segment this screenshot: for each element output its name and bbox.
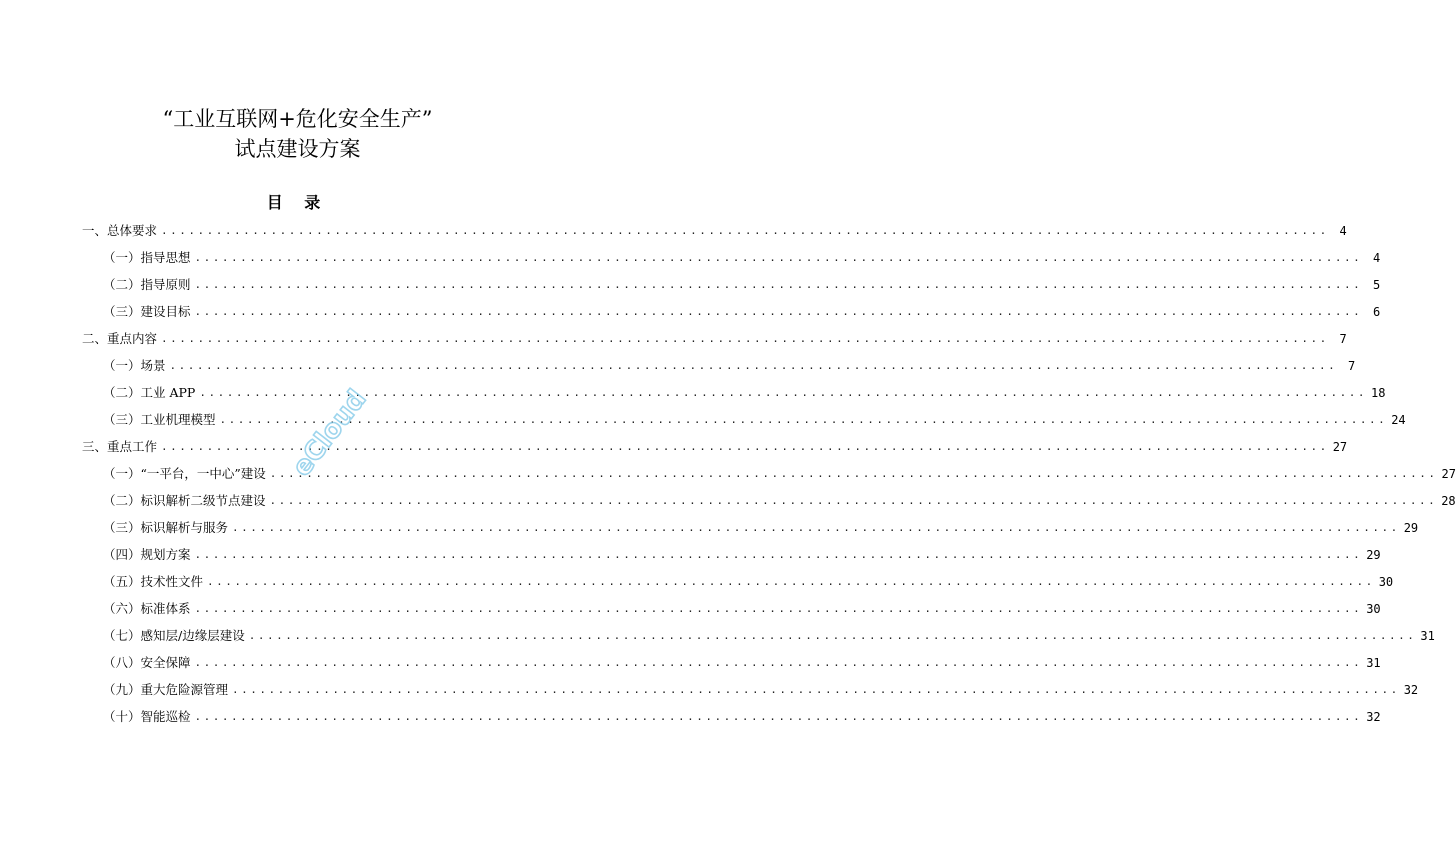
- document-title-line2: 试点建设方案: [234, 137, 361, 161]
- toc-entry[interactable]: [103, 600, 1381, 618]
- toc-entry[interactable]: [82, 222, 1347, 240]
- toc-entry[interactable]: [103, 303, 1381, 321]
- toc-entry[interactable]: [103, 519, 1419, 537]
- toc-leader-dots: ................................................................................................................................: [199, 386, 1368, 399]
- toc-entry[interactable]: [103, 681, 1419, 699]
- toc-entry[interactable]: [103, 546, 1381, 564]
- toc-entry-page: 31: [1420, 629, 1435, 643]
- toc-entry-label: 二、重点内容: [82, 331, 158, 346]
- toc-entry-page: 30: [1366, 602, 1381, 616]
- toc-entry-page: 18: [1371, 386, 1386, 400]
- toc-entry-page: 7: [1339, 332, 1347, 346]
- toc-entry-label: （三）工业机理模型: [103, 412, 216, 427]
- toc-leader-dots: ................................................................................................................................: [194, 548, 1363, 561]
- toc-entry-page: 6: [1372, 305, 1381, 319]
- toc-leader-dots: ................................................................................................................................: [161, 332, 1329, 345]
- toc-entry-page: 32: [1403, 683, 1419, 697]
- toc-entry-page: 28: [1441, 494, 1456, 508]
- toc-entry[interactable]: [103, 384, 1386, 402]
- toc-leader-dots: ................................................................................................................................: [248, 629, 1417, 642]
- toc-entry-page: 4: [1339, 224, 1347, 238]
- toc-leader-dots: ................................................................................................................................: [161, 224, 1329, 237]
- toc-entry-label: （二）指导原则: [103, 277, 191, 292]
- toc-leader-dots: ................................................................................................................................: [269, 467, 1438, 480]
- toc-entry-page: 29: [1403, 521, 1419, 535]
- toc-entry-label: （三）建设目标: [103, 304, 191, 319]
- toc-leader-dots: ................................................................................................................................: [194, 305, 1363, 318]
- toc-entry-label: （十）智能巡检: [103, 709, 191, 724]
- toc-entry-label: （一）场景: [103, 358, 166, 373]
- toc-leader-dots: ................................................................................................................................: [232, 521, 1400, 534]
- toc-entry-label: （三）标识解析与服务: [103, 520, 229, 535]
- toc-entry[interactable]: [103, 276, 1381, 294]
- toc-entry-label: （二）标识解析二级节点建设: [103, 493, 266, 508]
- toc-entry-label: （五）技术性文件: [103, 574, 204, 589]
- toc-entry-label: 三、重点工作: [82, 439, 158, 454]
- toc-entry-page: 24: [1391, 413, 1406, 427]
- toc-entry-page: 32: [1366, 710, 1381, 724]
- document-title-line1: “工业互联网+危化安全生产”: [162, 107, 433, 131]
- toc-entry[interactable]: [103, 411, 1406, 429]
- toc-entry-label: （一）“一平台，一中心”建设: [103, 466, 266, 481]
- toc-entry-page: 29: [1366, 548, 1381, 562]
- toc-entry[interactable]: [82, 330, 1347, 348]
- toc-leader-dots: ................................................................................................................................: [194, 251, 1363, 264]
- toc-entry[interactable]: [103, 465, 1456, 483]
- toc-leader-dots: ................................................................................................................................: [161, 440, 1329, 453]
- toc-entry-label: （八）安全保障: [103, 655, 191, 670]
- toc-leader-dots: ................................................................................................................................: [169, 359, 1338, 372]
- toc-entry[interactable]: [103, 654, 1381, 672]
- toc-entry[interactable]: [103, 249, 1381, 267]
- toc-leader-dots: ................................................................................................................................: [232, 683, 1400, 696]
- toc-entry-label: （九）重大危险源管理: [103, 682, 229, 697]
- toc-entry[interactable]: [103, 708, 1381, 726]
- toc-leader-dots: ................................................................................................................................: [194, 656, 1363, 669]
- toc-leader-dots: ................................................................................................................................: [194, 602, 1363, 615]
- toc-entry-page: 30: [1378, 575, 1394, 589]
- toc-leader-dots: ................................................................................................................................: [219, 413, 1388, 426]
- toc-entry-page: 27: [1332, 440, 1348, 454]
- toc-entry[interactable]: [103, 573, 1394, 591]
- toc-entry-page: 7: [1347, 359, 1356, 373]
- toc-entry[interactable]: [103, 627, 1435, 645]
- svg-text:eCloud: eCloud: [286, 384, 373, 483]
- toc-entry-label: 一、总体要求: [82, 223, 158, 238]
- toc-entry-label: （七）感知层/边缘层建设: [103, 628, 245, 643]
- toc-entry-page: 27: [1441, 467, 1456, 481]
- toc-entry-label: （六）标准体系: [103, 601, 191, 616]
- toc-leader-dots: ................................................................................................................................: [194, 710, 1363, 723]
- toc-leader-dots: ................................................................................................................................: [207, 575, 1375, 588]
- toc-entry[interactable]: [82, 438, 1348, 456]
- toc-entry[interactable]: [103, 492, 1456, 510]
- toc-entry-label: （一）指导思想: [103, 250, 191, 265]
- toc-entry-page: 31: [1366, 656, 1381, 670]
- toc-leader-dots: ................................................................................................................................: [269, 494, 1438, 507]
- toc-entry-label: （四）规划方案: [103, 547, 191, 562]
- toc-entry-page: 4: [1372, 251, 1381, 265]
- toc-entry-page: 5: [1372, 278, 1381, 292]
- toc-entry[interactable]: [103, 357, 1356, 375]
- toc-leader-dots: ................................................................................................................................: [194, 278, 1363, 291]
- toc-heading: 目 录: [266, 193, 329, 212]
- toc-entry-label: （二）工业 APP: [103, 385, 196, 400]
